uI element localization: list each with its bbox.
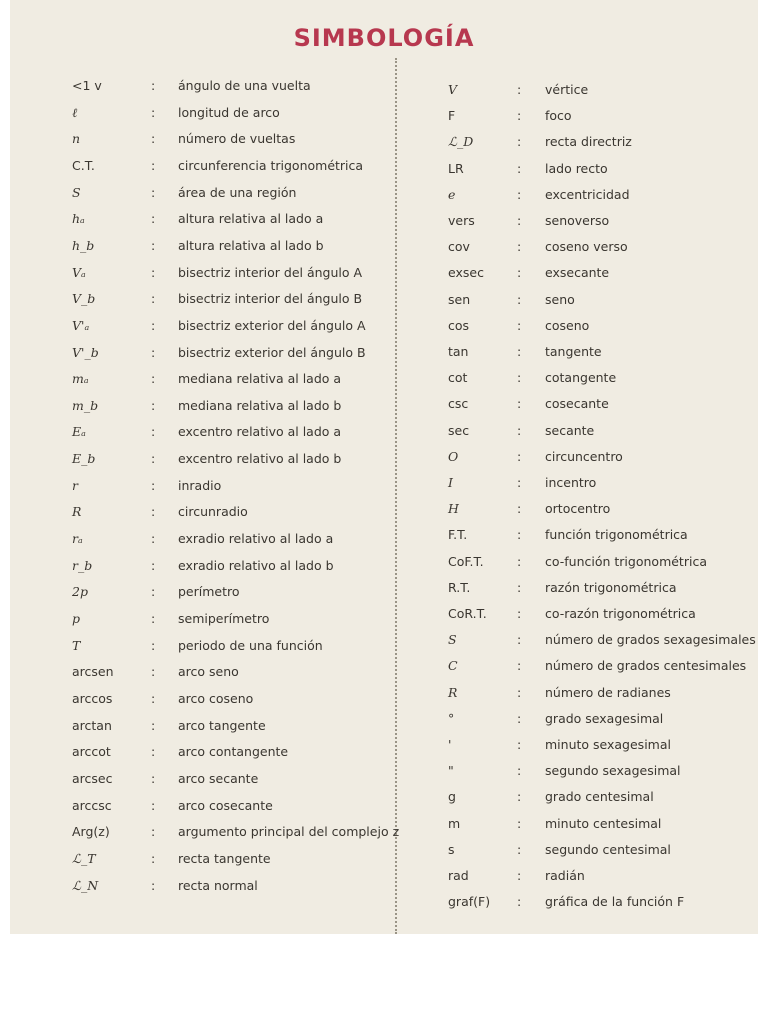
document-page (10, 0, 758, 934)
symbol: ℓ (72, 104, 78, 120)
separator-colon: : (151, 824, 156, 840)
symbol: S (72, 184, 81, 200)
symbol-row (400, 161, 758, 181)
symbol-description: número de radianes (545, 684, 671, 700)
symbol-description: longitud de arco (178, 104, 280, 120)
symbol-description: foco (545, 108, 572, 124)
symbol-row (400, 580, 758, 600)
symbol-description: senoverso (545, 213, 610, 228)
separator-colon: : (517, 737, 522, 752)
symbol: n (72, 131, 81, 147)
symbol-row (400, 370, 758, 390)
symbol: arccos (72, 690, 113, 706)
symbol-row (10, 638, 390, 658)
symbol-description: bisectriz interior del ángulo B (178, 291, 363, 307)
symbol-description: excentro relativo al lado b (178, 451, 342, 467)
symbol: 2p (72, 584, 88, 600)
symbol-description: minuto sexagesimal (545, 737, 671, 752)
symbol: R (448, 684, 458, 700)
symbol-description: exsecante (545, 265, 610, 281)
symbol: s (448, 841, 455, 857)
symbol-row (10, 131, 390, 151)
separator-colon: : (517, 501, 522, 517)
symbol-row (10, 291, 390, 311)
symbol-row (10, 265, 390, 285)
symbol-description: tangente (545, 344, 602, 359)
symbol: ' (448, 737, 452, 752)
symbol: Eₐ (72, 424, 86, 440)
symbol-description: circunferencia trigonométrica (178, 157, 364, 173)
symbol-row (10, 531, 390, 551)
symbol-description: arco secante (178, 770, 259, 786)
symbol-description: periodo de una función (178, 637, 323, 653)
symbol: e (448, 186, 456, 202)
symbol-row (400, 737, 758, 757)
symbol-description: arco seno (178, 664, 239, 680)
symbol-description: cosecante (545, 396, 609, 412)
symbol-row (400, 82, 758, 102)
separator-colon: : (517, 317, 522, 333)
symbol-row (400, 449, 758, 469)
symbol-description: exradio relativo al lado b (178, 557, 334, 573)
symbol-description: cotangente (545, 370, 617, 386)
symbol: ℒ_N (72, 877, 99, 893)
symbol: rₐ (72, 531, 83, 547)
symbol-row (10, 744, 390, 764)
symbol-row (10, 78, 390, 98)
symbol-description: recta normal (178, 877, 258, 893)
symbol: r (72, 477, 78, 493)
symbol: h_b (72, 237, 95, 253)
symbol-description: arco contangente (178, 744, 289, 760)
separator-colon: : (151, 451, 156, 467)
symbol-row (400, 134, 758, 154)
symbol-row (10, 504, 390, 524)
separator-colon: : (151, 157, 156, 173)
symbol: cot (448, 370, 468, 386)
symbol-description: razón trigonométrica (545, 579, 677, 595)
separator-colon: : (151, 744, 156, 760)
symbol-row (10, 211, 390, 231)
symbol: V'_b (72, 344, 99, 360)
symbol: ° (448, 710, 455, 726)
symbol: F (448, 108, 456, 124)
symbol: arccot (72, 744, 111, 760)
page-title: SIMBOLOGÍA (293, 24, 475, 52)
symbol: graf(F) (448, 894, 491, 910)
symbol: R (72, 504, 82, 520)
symbol-description: bisectriz interior del ángulo A (178, 264, 363, 280)
separator-colon: : (151, 797, 156, 813)
symbol-row (400, 632, 758, 652)
separator-colon: : (517, 265, 522, 281)
symbol-description: gráfica de la función F (545, 894, 685, 910)
separator-colon: : (517, 868, 522, 883)
symbol: CoF.T. (448, 553, 484, 569)
symbol: hₐ (72, 211, 85, 227)
symbol: cos (448, 317, 470, 333)
symbol: E_b (72, 451, 96, 467)
symbol-description: número de vueltas (178, 131, 296, 147)
symbol-description: bisectriz exterior del ángulo B (178, 344, 366, 360)
separator-colon: : (151, 504, 156, 520)
symbol-description: arco coseno (178, 690, 254, 706)
symbol-row (400, 396, 758, 416)
symbol: T (72, 637, 81, 653)
separator-colon: : (517, 710, 522, 726)
symbol: Vₐ (72, 264, 86, 280)
separator-colon: : (517, 894, 522, 910)
symbol-description: altura relativa al lado b (178, 237, 324, 253)
symbol-row (400, 344, 758, 364)
symbol-row (10, 345, 390, 365)
symbol-description: co-razón trigonométrica (545, 606, 696, 621)
separator-colon: : (517, 370, 522, 386)
symbol-row (10, 611, 390, 631)
symbol-row (10, 105, 390, 125)
symbol-row (400, 816, 758, 836)
symbol-description: radián (545, 868, 585, 883)
separator-colon: : (517, 239, 522, 255)
separator-colon: : (151, 424, 156, 440)
symbol-row (10, 478, 390, 498)
separator-colon: : (517, 291, 522, 307)
symbol: R.T. (448, 579, 471, 595)
symbol: CoR.T. (448, 606, 487, 621)
symbol: O (448, 448, 459, 464)
separator-colon: : (151, 371, 156, 387)
symbol-description: ortocentro (545, 501, 611, 517)
separator-colon: : (151, 611, 156, 626)
symbol-description: función trigonométrica (545, 527, 688, 543)
separator-colon: : (517, 82, 522, 97)
separator-colon: : (151, 211, 156, 227)
symbol: p (72, 611, 81, 626)
symbol-description: excentricidad (545, 186, 630, 202)
symbol-description: altura relativa al lado a (178, 211, 324, 227)
symbol-description: arco tangente (178, 717, 266, 733)
separator-colon: : (517, 396, 522, 412)
separator-colon: : (151, 78, 156, 93)
symbol-row (400, 763, 758, 783)
separator-colon: : (517, 815, 522, 831)
symbol: V'ₐ (72, 317, 90, 333)
symbol: C.T. (72, 157, 95, 173)
symbol-description: vértice (545, 82, 589, 97)
symbol-description: grado centesimal (545, 789, 654, 805)
symbol: I (448, 475, 453, 490)
symbol-row (400, 265, 758, 285)
symbol-description: secante (545, 422, 595, 438)
separator-colon: : (517, 213, 522, 228)
symbol: rad (448, 868, 469, 883)
separator-colon: : (151, 877, 156, 893)
symbol-description: excentro relativo al lado a (178, 424, 342, 440)
separator-colon: : (151, 291, 156, 307)
symbol: S (448, 632, 457, 648)
symbol-row (400, 475, 758, 495)
separator-colon: : (517, 684, 522, 700)
symbol-description: número de grados centesimales (545, 658, 747, 674)
symbol-row (400, 527, 758, 547)
separator-colon: : (517, 344, 522, 359)
symbol-row (10, 664, 390, 684)
symbol: F.T. (448, 527, 468, 543)
symbol-description: segundo centesimal (545, 841, 671, 857)
column-divider (395, 58, 397, 934)
symbol-description: perímetro (178, 584, 240, 600)
symbol: arccsc (72, 797, 112, 813)
separator-colon: : (151, 184, 156, 200)
symbol-row (400, 554, 758, 574)
symbol-row (10, 584, 390, 604)
separator-colon: : (517, 553, 522, 569)
symbol: r_b (72, 557, 93, 573)
separator-colon: : (151, 690, 156, 706)
separator-colon: : (151, 584, 156, 600)
symbol-row (400, 606, 758, 626)
symbol-description: área de una región (178, 184, 297, 200)
symbol: C (448, 658, 458, 674)
symbol-row (10, 371, 390, 391)
symbol-row (10, 398, 390, 418)
separator-colon: : (517, 186, 522, 202)
separator-colon: : (517, 763, 522, 779)
symbol-description: número de grados sexagesimales (545, 632, 756, 648)
symbol-row (10, 824, 400, 844)
separator-colon: : (151, 477, 156, 493)
separator-colon: : (151, 850, 156, 866)
symbol-description: arco cosecante (178, 797, 273, 813)
symbol: sec (448, 422, 470, 438)
separator-colon: : (517, 658, 522, 674)
symbol: ℒ_D (448, 134, 474, 150)
separator-colon: : (151, 531, 156, 547)
separator-colon: : (517, 475, 522, 490)
symbol-row (10, 878, 390, 898)
symbol-row (10, 691, 390, 711)
separator-colon: : (517, 134, 522, 150)
symbol-description: coseno verso (545, 239, 628, 255)
symbol: ℒ_T (72, 850, 96, 866)
symbol-row (400, 842, 758, 862)
symbol-row (10, 798, 390, 818)
symbol: vers (448, 213, 475, 228)
symbol-row (10, 318, 390, 338)
separator-colon: : (151, 317, 156, 333)
separator-colon: : (151, 104, 156, 120)
symbol: arctan (72, 717, 112, 733)
symbol-row (10, 158, 390, 178)
symbol-description: mediana relativa al lado a (178, 371, 342, 387)
symbol-row (10, 185, 390, 205)
symbol-row (400, 685, 758, 705)
separator-colon: : (517, 579, 522, 595)
symbol-row (400, 108, 758, 128)
symbol-row (400, 213, 758, 233)
symbol-description: co-función trigonométrica (545, 553, 707, 569)
symbol-description: recta directriz (545, 134, 632, 150)
separator-colon: : (151, 237, 156, 253)
symbol: <1 v (72, 78, 102, 93)
symbol-row (400, 423, 758, 443)
separator-colon: : (517, 606, 522, 621)
symbol-row (400, 711, 758, 731)
separator-colon: : (151, 770, 156, 786)
symbol: LR (448, 160, 464, 176)
symbol-description: exradio relativo al lado a (178, 531, 334, 547)
symbol: H (448, 501, 459, 517)
symbol-row (400, 894, 758, 914)
symbol-description: inradio (178, 477, 222, 493)
symbol-description: argumento principal del complejo z (178, 824, 400, 840)
symbol-description: seno (545, 291, 575, 307)
symbol-description: grado sexagesimal (545, 710, 664, 726)
separator-colon: : (517, 108, 522, 124)
symbol-description: recta tangente (178, 850, 271, 866)
symbol: mₐ (72, 371, 89, 387)
symbol: sen (448, 291, 471, 307)
symbol: arcsec (72, 770, 113, 786)
symbol-description: mediana relativa al lado b (178, 397, 342, 413)
symbol: V (448, 82, 458, 97)
separator-colon: : (517, 160, 522, 176)
symbol-row (10, 424, 390, 444)
symbol: tan (448, 344, 469, 359)
symbol-row (400, 501, 758, 521)
symbol-description: lado recto (545, 160, 608, 176)
symbol-row (400, 658, 758, 678)
symbol: g (448, 789, 456, 805)
symbol-description: coseno (545, 317, 590, 333)
separator-colon: : (517, 422, 522, 438)
separator-colon: : (151, 264, 156, 280)
symbol-description: semiperímetro (178, 611, 270, 626)
symbol-row (10, 851, 390, 871)
separator-colon: : (151, 131, 156, 147)
separator-colon: : (151, 637, 156, 653)
symbol: cov (448, 239, 470, 255)
symbol-description: segundo sexagesimal (545, 763, 681, 779)
separator-colon: : (151, 397, 156, 413)
symbol-description: incentro (545, 475, 597, 490)
symbol-description: circunradio (178, 504, 248, 520)
symbol-row (10, 771, 390, 791)
symbol-row (10, 718, 390, 738)
separator-colon: : (517, 789, 522, 805)
symbol: arcsen (72, 664, 114, 680)
symbol-row (10, 558, 390, 578)
separator-colon: : (151, 344, 156, 360)
symbol-row (10, 238, 390, 258)
symbol-description: bisectriz exterior del ángulo A (178, 317, 366, 333)
separator-colon: : (151, 717, 156, 733)
separator-colon: : (517, 841, 522, 857)
symbol-row (400, 239, 758, 259)
separator-colon: : (517, 527, 522, 543)
symbol-description: circuncentro (545, 448, 623, 464)
symbol: " (448, 763, 454, 779)
symbol: m (448, 815, 461, 831)
symbol-row (400, 868, 758, 888)
symbol-row (10, 451, 390, 471)
symbol-row (400, 789, 758, 809)
symbol-row (400, 292, 758, 312)
symbol: exsec (448, 265, 484, 281)
symbol: csc (448, 396, 469, 412)
symbol-description: ángulo de una vuelta (178, 78, 311, 93)
symbol-row (400, 318, 758, 338)
symbol: Arg(z) (72, 824, 110, 840)
separator-colon: : (517, 632, 522, 648)
symbol-row (400, 187, 758, 207)
symbol: m_b (72, 397, 99, 413)
separator-colon: : (151, 664, 156, 680)
separator-colon: : (151, 557, 156, 573)
symbol-description: minuto centesimal (545, 815, 662, 831)
separator-colon: : (517, 448, 522, 464)
symbol: V_b (72, 291, 96, 307)
